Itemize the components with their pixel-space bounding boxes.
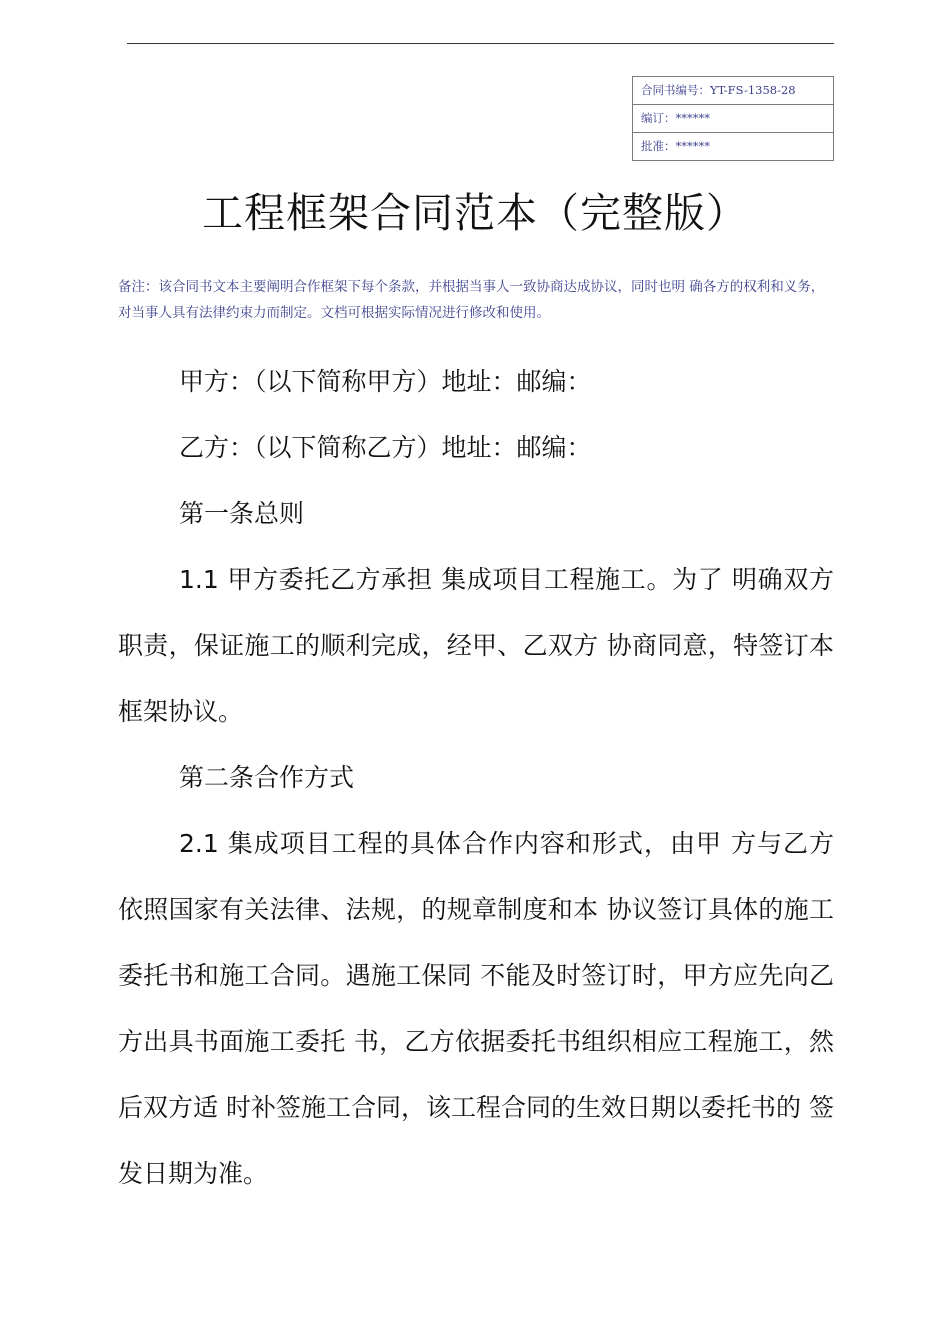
compiler-field: 编订：****** [633,104,833,132]
article-1-heading: 第一条总则 [179,499,305,528]
document-note: 备注：该合同书文本主要阐明合作框架下每个条款，并根据当事人一致协商达成协议，同时也明 确各方的权利和义务，对当事人具有法律约束力而制定。文档可根据实际情况进行修改和使用。 [118,279,825,321]
document-title: 工程框架合同范本（完整版） [202,189,748,237]
clause-1-1: 1.1 甲方委托乙方承担 集成项目工程施工。为了 明确双方职责，保证施工的顺利完成，经甲、乙双方 协商同意，特签订本框架协议。 [118,565,834,726]
contract-info-box [632,76,834,161]
party-a-line: 甲方：（以下简称甲方）地址：邮编： [179,367,592,396]
article-2-heading: 第二条合作方式 [179,763,355,792]
header-rule [127,43,834,44]
approver-field: 批准：****** [633,132,833,160]
clause-2-1: 2.1 集成项目工程的具体合作内容和形式，由甲 方与乙方依照国家有关法律、法规，的规章制度和本 协议签订具体的施工委托书和施工合同。遇施工保同 不能及时签订时，甲方应先向乙方出具书面施工委托 书，乙方依据委托书组织相应工程施工，然后双方适 时补签施工合同，该工程合同的生效日期以委托书的 签发日期为准。 [118,829,834,1188]
contract-body [118,349,834,1207]
contract-number: 合同书编号：YT-FS-1358-28 [641,83,796,97]
party-b-line: 乙方：（以下简称乙方）地址：邮编： [179,433,592,462]
